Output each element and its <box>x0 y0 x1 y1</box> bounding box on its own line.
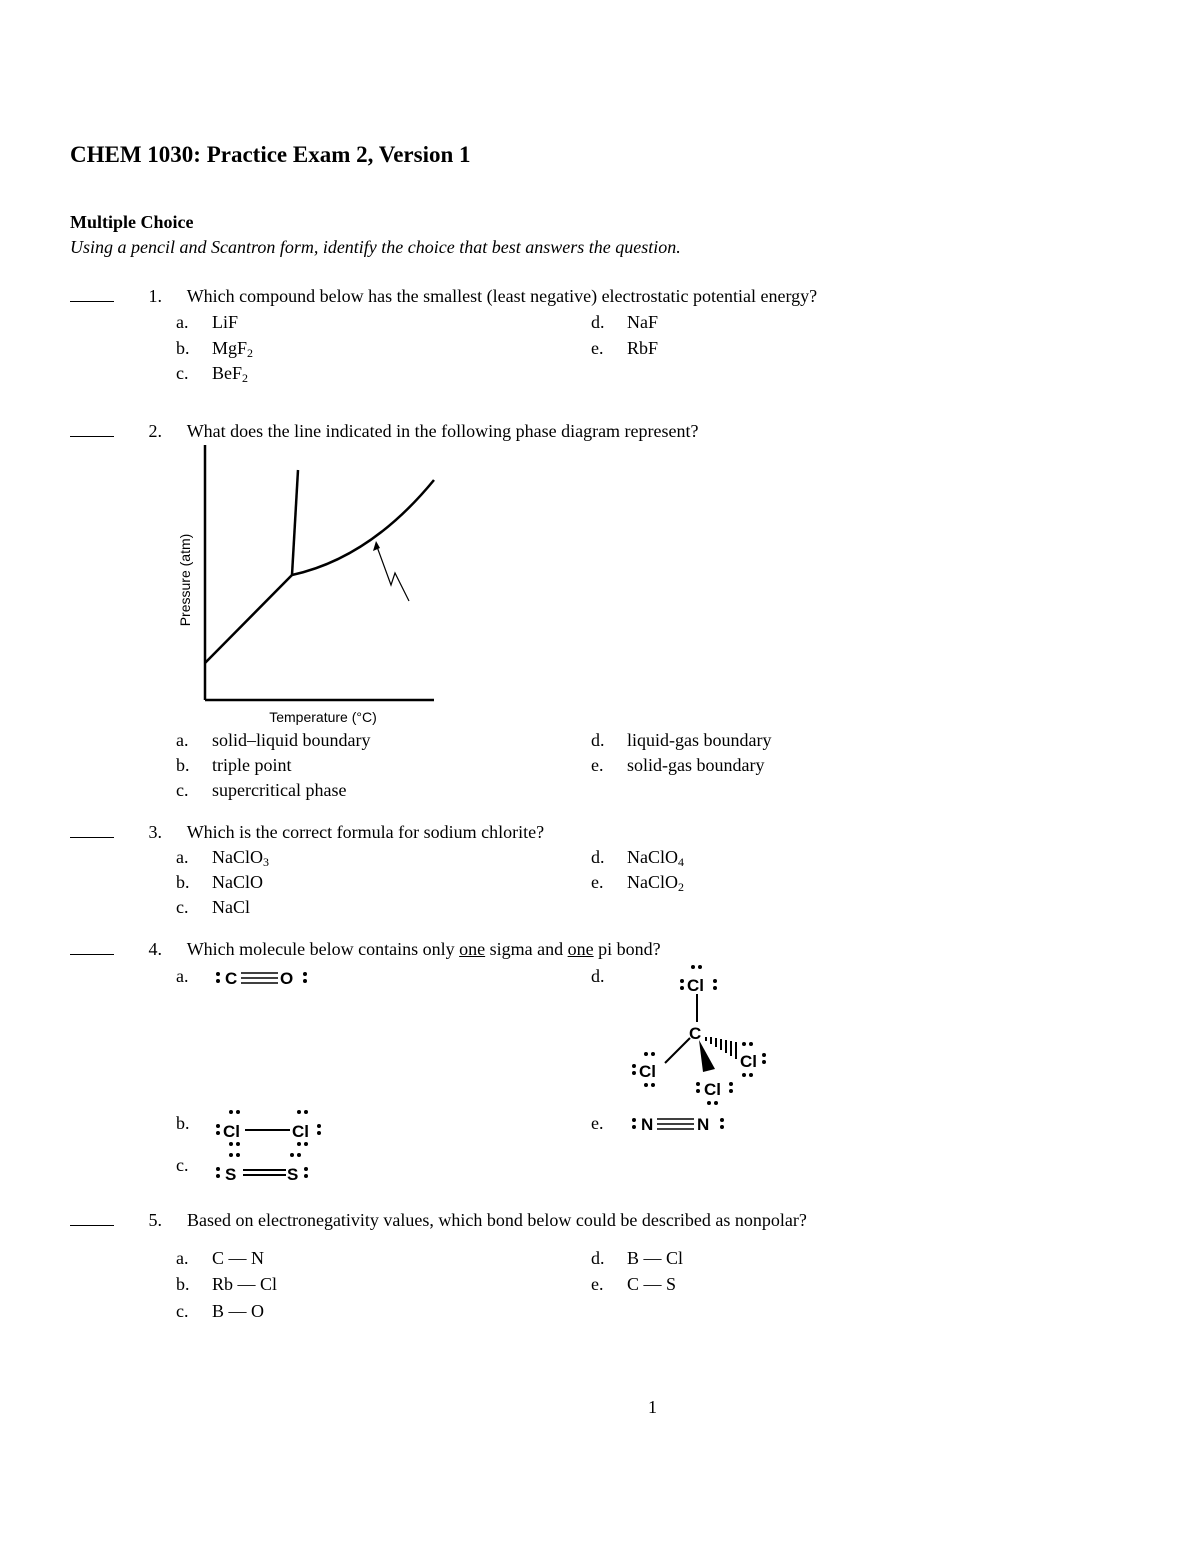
structure-cl2[interactable] <box>208 1106 328 1150</box>
option-letter: e. <box>591 338 604 358</box>
option-text: NaClO <box>627 847 678 867</box>
option-text: liquid-gas boundary <box>627 730 772 750</box>
atom-label: Cl <box>223 1122 240 1141</box>
atom-label: Cl <box>639 1062 656 1081</box>
page-number: 1 <box>648 1397 657 1417</box>
question-text-part: Which molecule below contains only <box>186 939 460 959</box>
option-text: NaClO <box>212 847 263 867</box>
option-text: RbF <box>627 338 659 358</box>
option-letter: e. <box>591 1274 604 1294</box>
structure-n2[interactable] <box>624 1108 734 1138</box>
option-e[interactable] <box>591 1113 627 1134</box>
option-a[interactable] <box>176 1248 264 1269</box>
option-subscript: 2 <box>247 346 254 360</box>
option-letter: c. <box>176 897 189 917</box>
option-text: C — S <box>627 1274 677 1294</box>
option-letter: e. <box>591 1113 604 1133</box>
option-text: NaClO <box>212 872 263 892</box>
option-letter: a. <box>176 1248 189 1268</box>
option-text: triple point <box>212 755 292 775</box>
option-subscript: 4 <box>678 855 684 869</box>
solid-gas-line <box>205 575 292 663</box>
option-e[interactable] <box>591 872 684 893</box>
option-a[interactable] <box>176 730 371 751</box>
atom-label: C <box>689 1024 702 1043</box>
option-text: B — O <box>212 1301 265 1321</box>
option-letter: d. <box>591 312 605 332</box>
option-text: supercritical phase <box>212 780 347 800</box>
option-text: NaCl <box>212 897 250 917</box>
instructions: Using a pencil and Scantron form, identify the choice that best answers the question. <box>70 237 681 257</box>
indicator-arrow <box>376 544 409 601</box>
option-letter: b. <box>176 1274 190 1294</box>
atom-label: Cl <box>704 1080 721 1099</box>
option-subscript: 2 <box>678 880 684 894</box>
option-text: Rb — Cl <box>212 1274 278 1294</box>
answer-blank[interactable] <box>70 287 114 302</box>
question-4 <box>70 939 661 960</box>
question-text-part: sigma and <box>485 939 568 959</box>
atom-label: N <box>697 1115 710 1134</box>
option-b[interactable] <box>176 1274 277 1295</box>
option-text: solid–liquid boundary <box>212 730 371 750</box>
option-e[interactable] <box>591 755 764 776</box>
answer-blank[interactable] <box>70 1211 114 1226</box>
answer-blank[interactable] <box>70 422 114 437</box>
option-a[interactable] <box>176 312 238 333</box>
question-number: 4. <box>148 939 162 959</box>
arrow-head <box>373 541 380 551</box>
question-text-part: pi bond? <box>593 939 661 959</box>
x-axis-label: Temperature (°C) <box>269 709 377 725</box>
option-e[interactable] <box>591 1274 676 1295</box>
question-number: 5. <box>148 1210 162 1230</box>
option-letter: e. <box>591 755 604 775</box>
question-number: 1. <box>148 286 162 306</box>
option-c[interactable] <box>176 1301 264 1322</box>
option-letter: a. <box>176 730 189 750</box>
question-2 <box>70 421 699 442</box>
option-text: C — N <box>212 1248 265 1268</box>
page-title: CHEM 1030: Practice Exam 2, Version 1 <box>70 142 471 167</box>
option-letter: d. <box>591 1248 605 1268</box>
option-letter: b. <box>176 872 190 892</box>
option-c[interactable] <box>176 897 250 918</box>
option-e[interactable] <box>591 338 658 359</box>
question-1 <box>70 286 817 307</box>
section-title: Multiple Choice <box>70 212 194 232</box>
option-d[interactable] <box>591 730 771 751</box>
solid-liquid-line <box>292 470 298 575</box>
option-c[interactable] <box>176 363 248 384</box>
option-letter: a. <box>176 847 189 867</box>
atom-label: C <box>225 969 238 988</box>
option-letter: b. <box>176 755 190 775</box>
option-text: NaF <box>627 312 658 332</box>
question-text: Which compound below has the smallest (least negative) electrostatic potential energy? <box>186 286 818 306</box>
structure-co[interactable] <box>208 962 318 992</box>
option-text: LiF <box>212 312 239 332</box>
option-letter: c. <box>176 780 189 800</box>
option-subscript: 3 <box>263 855 269 869</box>
question-number: 3. <box>148 822 162 842</box>
atom-label: Cl <box>687 976 704 995</box>
option-letter: c. <box>176 363 189 383</box>
option-text: B — Cl <box>627 1248 684 1268</box>
atom-label: S <box>225 1165 237 1184</box>
option-b[interactable] <box>176 338 253 359</box>
phase-diagram <box>170 440 450 730</box>
liquid-gas-line <box>292 480 434 575</box>
option-a[interactable] <box>176 966 212 987</box>
option-letter: a. <box>176 966 189 986</box>
atom-label: S <box>287 1165 299 1184</box>
option-c[interactable] <box>176 1155 212 1176</box>
question-text-underline: one <box>459 939 486 959</box>
option-d[interactable] <box>591 847 684 868</box>
question-3 <box>70 822 544 843</box>
option-b[interactable] <box>176 1113 212 1134</box>
option-b[interactable] <box>176 755 292 776</box>
answer-blank[interactable] <box>70 823 114 838</box>
option-letter: b. <box>176 1113 190 1133</box>
question-text: Based on electronegativity values, which bond below could be described as nonpolar? <box>187 1210 807 1230</box>
option-subscript: 2 <box>242 371 249 385</box>
answer-blank[interactable] <box>70 940 114 955</box>
question-text: Which is the correct formula for sodium chlorite? <box>186 822 545 842</box>
option-letter: c. <box>176 1155 189 1175</box>
atom-label: N <box>641 1115 654 1134</box>
y-axis-label: Pressure (atm) <box>177 533 193 627</box>
option-letter: b. <box>176 338 190 358</box>
option-a[interactable] <box>176 847 269 868</box>
atom-label: Cl <box>740 1052 757 1071</box>
question-text-underline: one <box>567 939 594 959</box>
question-text: What does the line indicated in the following phase diagram represent? <box>186 421 699 441</box>
atom-label: O <box>280 969 294 988</box>
question-5 <box>70 1210 807 1231</box>
atom-label: Cl <box>292 1122 309 1141</box>
option-c[interactable] <box>176 780 346 801</box>
option-d[interactable] <box>591 312 658 333</box>
option-letter: d. <box>591 847 605 867</box>
structure-ccl4[interactable] <box>620 962 780 1112</box>
option-d[interactable] <box>591 1248 683 1269</box>
option-letter: e. <box>591 872 604 892</box>
option-b[interactable] <box>176 872 263 893</box>
question-number: 2. <box>148 421 162 441</box>
option-letter: d. <box>591 966 605 986</box>
option-text: MgF <box>212 338 248 358</box>
option-letter: c. <box>176 1301 189 1321</box>
structure-s2[interactable] <box>208 1150 318 1186</box>
option-text: solid-gas boundary <box>627 755 765 775</box>
option-letter: d. <box>591 730 605 750</box>
option-text: BeF <box>212 363 243 383</box>
option-letter: a. <box>176 312 189 332</box>
option-text: NaClO <box>627 872 678 892</box>
